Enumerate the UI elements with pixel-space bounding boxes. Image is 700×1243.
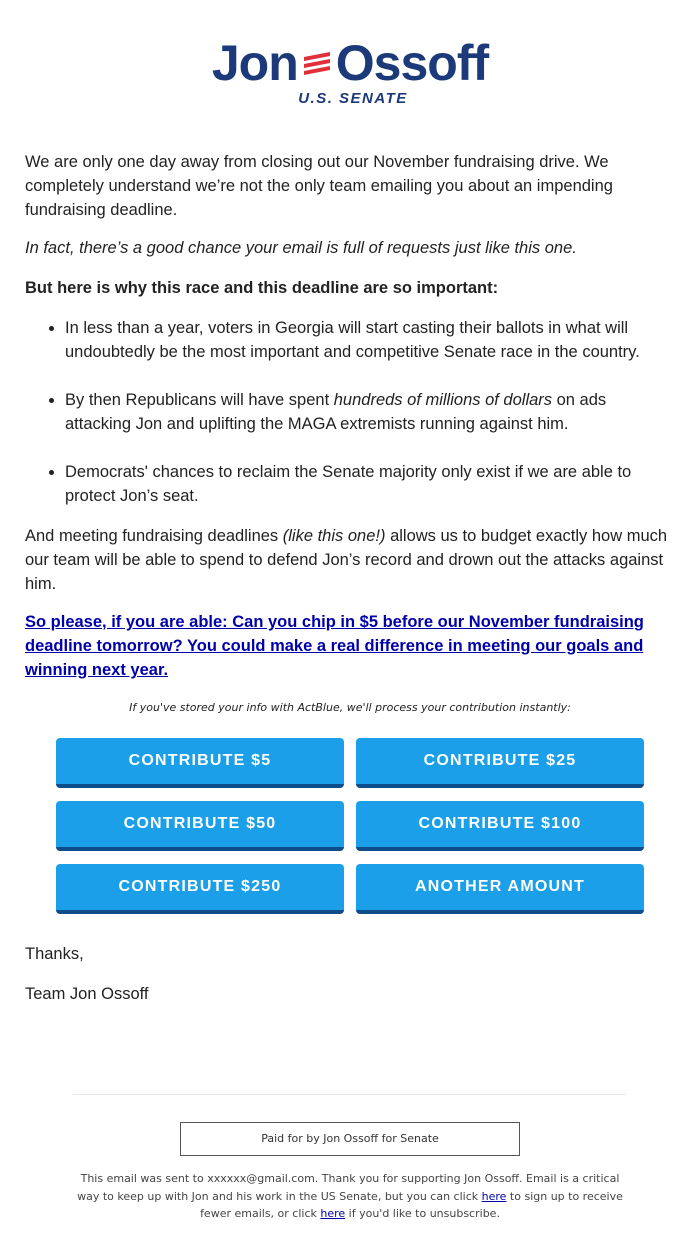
footer-text-part: to sign up to receive fewer emails, or click [200,1189,623,1220]
contribution-buttons [56,738,675,914]
list-item-text: By then Republicans will have spent [65,391,334,409]
list-item-emphasis: hundreds of millions of dollars [333,391,553,409]
logo-last-name: Ossoff [335,35,489,91]
logo [0,36,700,107]
signoff-team: Team Jon Ossoff [25,985,149,1003]
actblue-note: If you've stored your info with ActBlue, we'll process your contribution instantly: [129,701,571,714]
footer-text-part: if you'd like to unsubscribe. [345,1207,500,1220]
contribute-25-button[interactable]: CONTRIBUTE $25 [356,738,644,788]
footer-text-part: This email was sent to xxxxxx@gmail.com. Thank you for supporting Jon Ossoff. Email is a critical way to keep up with Jon and his work in the US Senate, but you can click [77,1172,620,1203]
paragraph-text: And meeting fundraising deadlines [25,527,283,545]
list-item: • Democrats' chances to reclaim the Senate majority only exist if we are able to protect Jon’s seat. [65,460,675,508]
signoff-thanks: Thanks, [25,945,84,963]
unsubscribe-link[interactable]: here [320,1207,346,1220]
paragraph-deadlines [25,524,675,596]
logo-wordmark [212,36,488,90]
donate-cta-link[interactable]: So please, if you are able: Can you chip in $5 before our November fundraising deadline tomorrow? You could make a real difference in meeting our goals and winning next year. [25,613,644,679]
paragraph-emphasis: (like this one!) [282,527,386,545]
contribute-50-button[interactable]: CONTRIBUTE $50 [56,801,344,851]
another-amount-button[interactable]: ANOTHER AMOUNT [356,864,644,914]
list-item [65,388,675,436]
list-item: • In less than a year, voters in Georgia will start casting their ballots in what will undoubtedly be the most important and competitive Senate race in the country. [65,316,675,364]
footer-divider [73,1094,626,1095]
paragraph-text: allows us to budget exactly how much our team will be able to spend to defend Jon’s record and drown out the attacks against him. [25,527,668,593]
fewer-emails-link[interactable]: here [481,1189,507,1203]
flag-stripes-icon [300,48,334,78]
contribute-250-button[interactable]: CONTRIBUTE $250 [56,864,344,914]
contribute-5-button[interactable]: CONTRIBUTE $5 [56,738,344,788]
logo-first-name: Jon [211,35,298,91]
email-body [25,150,675,1022]
paid-for-disclaimer: Paid for by Jon Ossoff for Senate [180,1122,520,1156]
footer-text [70,1170,630,1223]
paragraph-bold: But here is why this race and this deadline are so important: [25,279,499,297]
logo-subtitle: U.S. SENATE [298,90,408,107]
paragraph-intro: We are only one day away from closing out our November fundraising drive. We completely understand we’re not the only team emailing you about an impending fundraising deadline. [25,153,613,219]
contribute-100-button[interactable]: CONTRIBUTE $100 [356,801,644,851]
reasons-list [25,316,675,508]
paragraph-italic: In fact, there’s a good chance your email is full of requests just like this one. [25,239,577,257]
list-item-text: on ads attacking Jon and uplifting the MAGA extremists running against him. [65,391,607,433]
